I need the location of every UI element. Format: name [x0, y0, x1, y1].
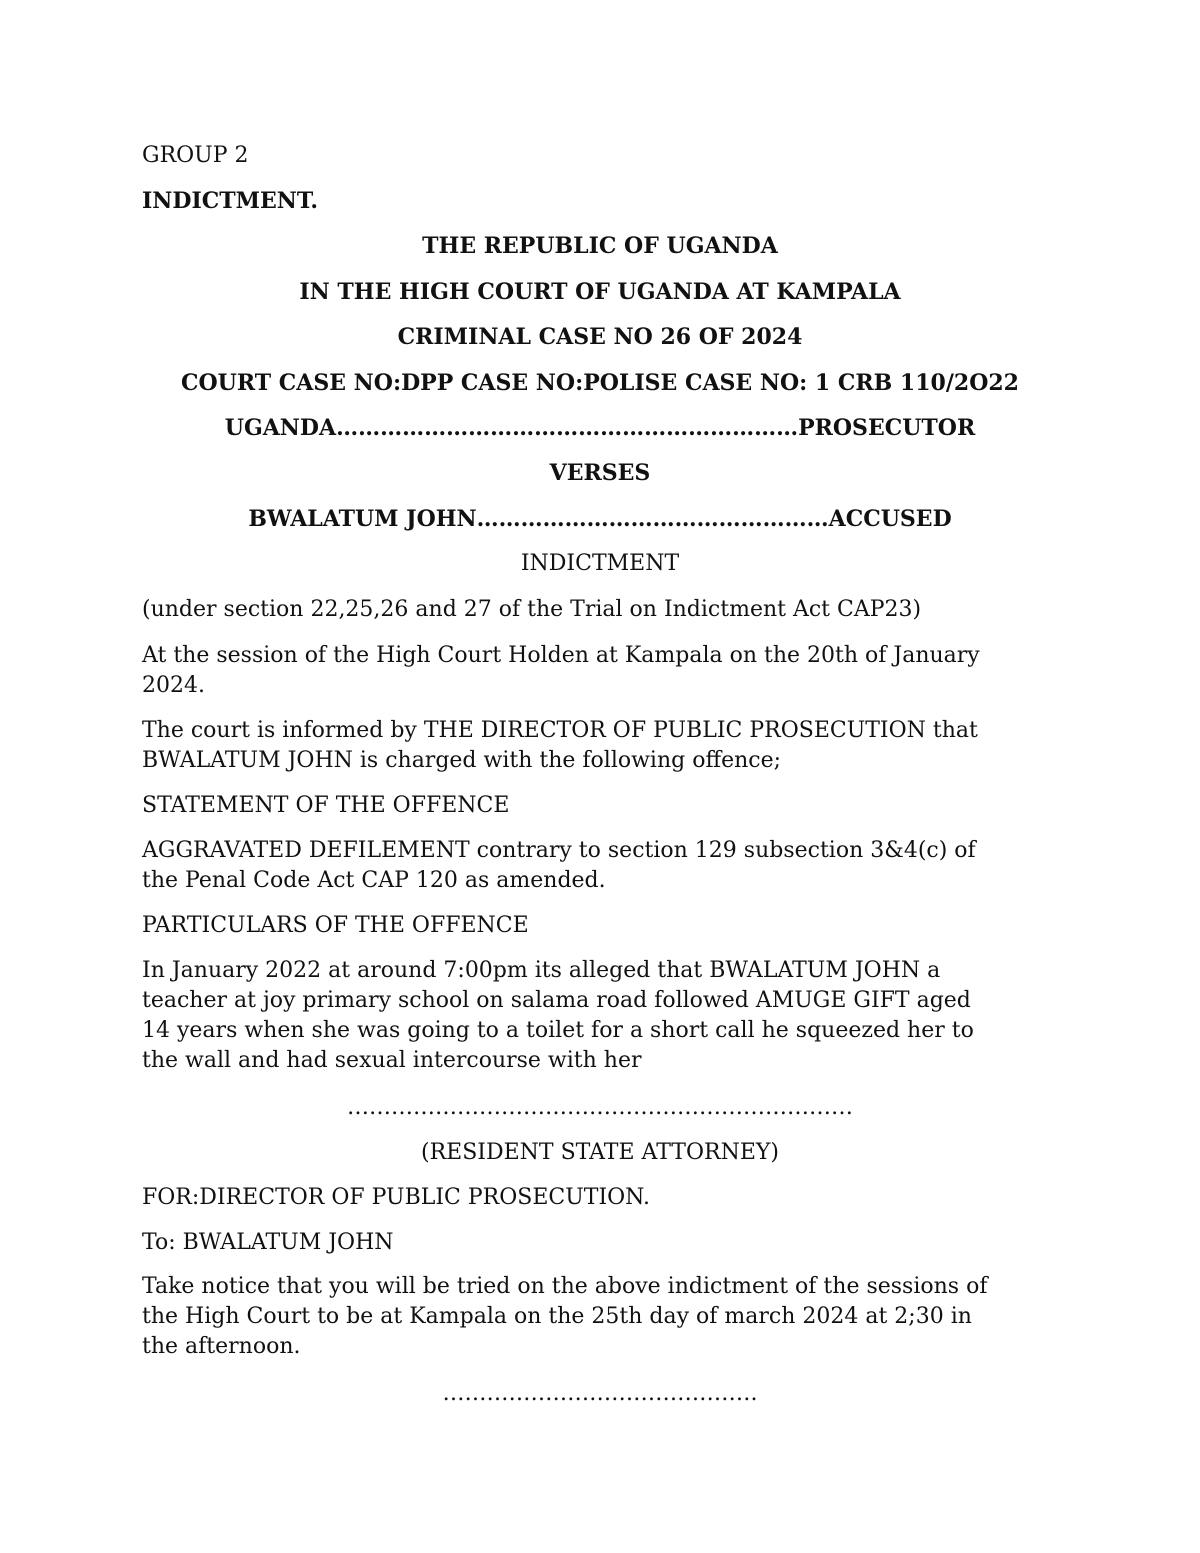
particulars-line-2: teacher at joy primary school on salama road followed AMUGE GIFT aged — [142, 988, 971, 1013]
particulars-line-1: In January 2022 at around 7:00pm its alleged that BWALATUM JOHN a — [142, 958, 941, 983]
statement-line-2: the Penal Code Act CAP 120 as amended. — [142, 868, 606, 893]
prosecutor-line: UGANDA………………………………………………………PROSECUTOR — [224, 415, 976, 441]
particulars-line-3: 14 years when she was going to a toilet for a short call he squeezed her to — [142, 1018, 974, 1043]
court-title: IN THE HIGH COURT OF UGANDA AT KAMPALA — [299, 279, 901, 305]
particulars-line-4: the wall and had sexual intercourse with her — [142, 1048, 642, 1073]
verses-label: VERSES — [549, 460, 651, 486]
particulars-heading: PARTICULARS OF THE OFFENCE — [142, 913, 529, 938]
notice-line-1: Take notice that you will be tried on the above indictment of the sessions of — [142, 1274, 988, 1299]
republic-title: THE REPUBLIC OF UGANDA — [422, 233, 778, 259]
session-line-2: 2024. — [142, 673, 205, 698]
to-line: To: BWALATUM JOHN — [142, 1230, 394, 1255]
bottom-signature-dots: ……………………………………. — [442, 1381, 758, 1406]
signature-dots: …………………………………………………………… — [347, 1095, 853, 1120]
informed-line-2: BWALATUM JOHN is charged with the following offence; — [142, 748, 782, 773]
session-line-1: At the session of the High Court Holden at Kampala on the 20th of January — [142, 643, 980, 668]
notice-line-2: the High Court to be at Kampala on the 25th day of march 2024 at 2;30 in — [142, 1304, 972, 1329]
accused-line: BWALATUM JOHN…………………………………………ACCUSED — [248, 506, 952, 532]
statement-heading: STATEMENT OF THE OFFENCE — [142, 793, 510, 818]
indictment-title: INDICTMENT — [520, 551, 680, 576]
indictment-heading: INDICTMENT. — [142, 188, 319, 214]
notice-line-3: the afternoon. — [142, 1334, 301, 1359]
statement-line-1: AGGRAVATED DEFILEMENT contrary to section 129 subsection 3&4(c) of — [142, 838, 976, 863]
court-case-number: COURT CASE NO:DPP CASE NO:POLISE CASE NO: 1 CRB 110/2O22 — [181, 370, 1019, 396]
under-section-line: (under section 22,25,26 and 27 of the Trial on Indictment Act CAP23) — [142, 597, 922, 622]
informed-line-1: The court is informed by THE DIRECTOR OF PUBLIC PROSECUTION that — [142, 718, 978, 743]
attorney-label: (RESIDENT STATE ATTORNEY) — [421, 1140, 779, 1165]
group-label: GROUP 2 — [142, 143, 249, 168]
for-dpp-line: FOR:DIRECTOR OF PUBLIC PROSECUTION. — [142, 1185, 651, 1210]
criminal-case-number: CRIMINAL CASE NO 26 OF 2024 — [397, 324, 803, 350]
